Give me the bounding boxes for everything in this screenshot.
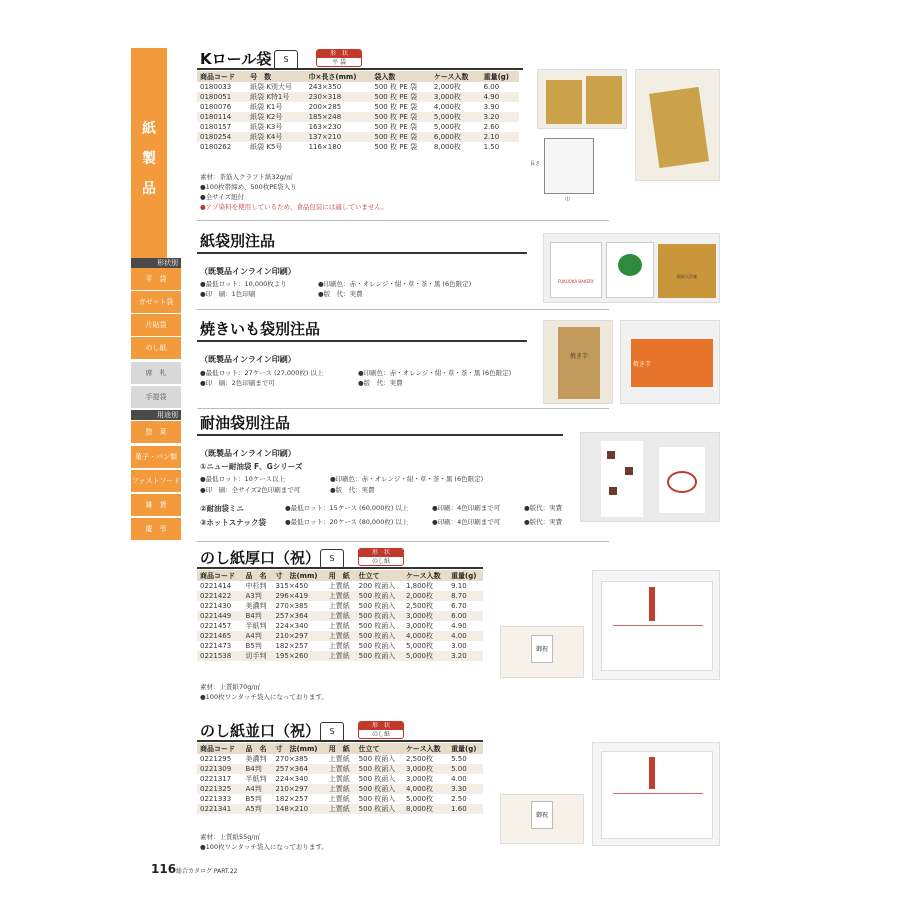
sidebar-item[interactable]: 慶 弔 <box>131 518 181 540</box>
material-note: 素材：上質紙55g/㎡ <box>200 833 261 841</box>
table-cell: 500 枚函入 <box>356 591 403 601</box>
table-row <box>197 112 519 122</box>
note: ●100枚ワンタッチ袋入になっております。 <box>200 693 328 701</box>
table-header: 寸 法(mm) <box>272 743 325 754</box>
table-row <box>197 794 483 804</box>
sidebar-item[interactable]: 惣 菜 <box>131 421 181 443</box>
badge-top: 形 状 <box>359 549 403 557</box>
spec-lot: ●最低ロット：20ケース (80,000枚) 以上 <box>285 518 409 526</box>
table-header: 重量(g) <box>481 71 519 82</box>
product-code-cell: 0180254 <box>197 132 247 142</box>
table-cell: 500 枚 PE 袋 <box>374 123 418 131</box>
table-cell: 8,000枚 <box>433 143 461 151</box>
spec-print: ●印 刷：2色印刷まで可 <box>200 379 275 387</box>
section-divider <box>197 567 483 569</box>
betsu-bags-photo <box>543 233 720 303</box>
table-cell: 8,000枚 <box>403 804 448 814</box>
table-cell: 500 枚函入 <box>356 764 403 774</box>
table-cell: 224×340 <box>275 775 309 783</box>
noshi-nami-box-photo <box>500 794 584 844</box>
table-cell: 2.50 <box>451 795 467 803</box>
product-code-cell: 0180114 <box>197 112 247 122</box>
spec-plate: ●版 代：実費 <box>318 290 363 298</box>
section-divider <box>197 68 523 70</box>
table-cell: 2.10 <box>481 132 519 142</box>
sidebar-item[interactable]: のし紙 <box>131 337 181 359</box>
table-cell: 美濃判 <box>245 602 267 610</box>
spec-lot: ●最低ロット：15ケース (60,000枚) 以上 <box>285 504 409 512</box>
table-header: 袋入数 <box>371 71 431 82</box>
noshi-atsu-box-photo <box>500 626 584 678</box>
spec-plate: ●版 代：実費 <box>358 379 403 387</box>
section-title-betsu: 紙袋別注品 <box>200 232 276 250</box>
table-cell: 紙袋 K特1号 <box>247 92 305 102</box>
sidebar-item[interactable]: 席 札 <box>131 362 181 384</box>
table-cell: 上質紙 <box>326 591 356 601</box>
table-row <box>197 651 483 661</box>
section-separator <box>197 408 609 409</box>
spec-colors: ●印刷色：赤・オレンジ・紺・草・茶・黒 (6色限定) <box>330 475 484 483</box>
catalog-title: 総合カタログ PART.22 <box>176 868 238 875</box>
sidebar-item[interactable]: 菓子・パン類 <box>131 446 181 468</box>
table-cell: 紙袋 K2号 <box>247 112 305 122</box>
badge-circle: S <box>320 549 344 569</box>
taiyu-bags-photo <box>580 432 720 522</box>
section-title-noshi-nami: のし紙並口（祝） <box>200 722 321 740</box>
table-cell: 紙袋 K3号 <box>250 123 283 131</box>
badge-bottom: 平 袋 <box>332 59 346 66</box>
table-cell: 148×210 <box>272 804 325 814</box>
product-code-cell: 0180262 <box>200 143 232 151</box>
table-cell: 紙袋 K5号 <box>250 143 283 151</box>
table-cell: 8.70 <box>448 591 483 601</box>
table-cell: 上質紙 <box>328 755 350 763</box>
category-char: 紙 <box>142 121 156 137</box>
table-cell: 3.00 <box>451 642 467 650</box>
table-cell: 4.00 <box>451 775 467 783</box>
table-header: 品 名 <box>243 743 273 754</box>
table-cell: 5.50 <box>451 755 467 763</box>
subheading: （既製品インライン印刷） <box>200 355 296 364</box>
note: ●100枚帯締め、500枚PE袋入り <box>200 183 297 191</box>
table-cell: 500 枚函入 <box>356 804 403 814</box>
table-cell: 3,000枚 <box>405 775 433 783</box>
badge-circle: S <box>274 50 298 70</box>
table-row <box>197 621 483 631</box>
table-cell: B4判 <box>243 764 273 774</box>
noshi-nami-paper-photo <box>592 742 720 846</box>
sidebar-item[interactable]: ガゼット袋 <box>131 291 181 313</box>
spec-colors: ●印刷色：赤・オレンジ・紺・草・茶・黒 (6色限定) <box>358 369 512 377</box>
table-cell: 5.00 <box>448 764 483 774</box>
table-cell: 257×364 <box>272 611 325 621</box>
table-cell: A4判 <box>243 631 273 641</box>
sidebar-item[interactable]: 平 袋 <box>131 268 181 290</box>
product-code-cell: 0221430 <box>200 602 232 610</box>
noshi-atsu-table <box>197 570 483 661</box>
table-cell: 中杉判 <box>245 582 267 590</box>
badge-bottom: のし紙 <box>371 731 390 738</box>
table-cell: 3,000枚 <box>431 92 481 102</box>
table-cell: 200 枚函入 <box>358 582 396 590</box>
table-cell: 3.90 <box>483 103 500 111</box>
spec-print: ●印刷：4色印刷まで可 <box>432 504 501 512</box>
table-cell: 6.00 <box>448 611 483 621</box>
product-code-cell: 0221414 <box>200 582 232 590</box>
table-cell: 3,000枚 <box>403 611 448 621</box>
table-header: 商品コード <box>197 570 243 581</box>
table-cell: 1.50 <box>483 143 500 151</box>
table-cell: 5,000枚 <box>431 112 481 122</box>
imo-bag-print-photo <box>620 320 720 404</box>
table-cell: 上質紙 <box>326 631 356 641</box>
table-cell: 切手判 <box>243 651 273 661</box>
subheading: （既製品インライン印刷） <box>200 449 296 458</box>
table-cell: 315×450 <box>275 582 309 590</box>
table-row <box>197 804 483 814</box>
table-cell: 224×340 <box>275 622 309 630</box>
table-cell: 4,000枚 <box>403 631 448 641</box>
spec-lot: ●最低ロット：27ケース (27,000枚) 以上 <box>200 369 324 377</box>
product-code-cell: 0221422 <box>197 591 243 601</box>
table-header: ケース入数 <box>403 743 448 754</box>
table-cell: 5,000枚 <box>405 642 433 650</box>
shape-badge <box>358 721 404 739</box>
sidebar-section-shape: 形状別 <box>131 258 181 268</box>
table-row <box>197 754 483 764</box>
table-cell: 270×385 <box>275 755 309 763</box>
table-row <box>197 601 483 611</box>
product-code-cell: 0221295 <box>200 755 232 763</box>
badge-top: 形 状 <box>359 722 403 730</box>
table-cell: 3,000枚 <box>405 622 433 630</box>
product-code-cell: 0221325 <box>197 784 243 794</box>
table-header: ケース入数 <box>403 570 448 581</box>
table-cell: 500 枚函入 <box>358 622 396 630</box>
product-code-cell: 0221309 <box>197 764 243 774</box>
table-cell: B5判 <box>245 642 262 650</box>
section-divider <box>197 434 563 436</box>
table-cell: 116×180 <box>308 143 342 151</box>
table-header: 品 名 <box>243 570 273 581</box>
spec-print: ●印 刷：全サイズ2色印刷まで可 <box>200 486 301 494</box>
kroll-table <box>197 71 519 152</box>
product-code-cell: 0221341 <box>197 804 243 814</box>
table-row <box>197 132 519 142</box>
table-cell: 210×297 <box>272 784 325 794</box>
spec-lot: ●最低ロット：10ケース以上 <box>200 475 285 483</box>
table-header: 仕立て <box>356 743 403 754</box>
table-cell: 210×297 <box>272 631 325 641</box>
table-cell: A4判 <box>243 784 273 794</box>
noshi-nami-table <box>197 743 483 814</box>
table-header: 号 数 <box>247 71 305 82</box>
box-label: 御祝 <box>531 801 553 829</box>
table-cell: 6.70 <box>451 602 467 610</box>
product-hot-snack: ③ホットスナック袋 <box>200 518 266 527</box>
badge-circle: S <box>320 722 344 742</box>
table-cell: 6,000枚 <box>431 132 481 142</box>
table-header: 用 紙 <box>326 570 356 581</box>
table-row <box>197 764 483 774</box>
product-code-cell: 0221449 <box>197 611 243 621</box>
table-header: 寸 法(mm) <box>272 570 325 581</box>
badge-top: 形 状 <box>317 50 361 58</box>
table-cell: 500 枚 PE 袋 <box>371 92 431 102</box>
spec-print: ●印 刷：1色印刷 <box>200 290 256 298</box>
table-cell: 3.20 <box>448 651 483 661</box>
category-tab <box>131 48 167 258</box>
section-title-imo: 焼きいも袋別注品 <box>200 320 321 338</box>
table-cell: 紙袋 K4号 <box>247 132 305 142</box>
table-row <box>197 784 483 794</box>
table-cell: 5,000枚 <box>433 123 461 131</box>
table-cell: 上質紙 <box>326 784 356 794</box>
table-cell: 3.20 <box>481 112 519 122</box>
table-header: 商品コード <box>197 743 243 754</box>
product-code-cell: 0180033 <box>200 83 232 91</box>
table-cell: 243×350 <box>308 83 342 91</box>
shape-badge <box>316 49 362 67</box>
table-header: 用 紙 <box>326 743 356 754</box>
bag-dimension-diagram <box>544 138 594 194</box>
table-cell: 500 枚函入 <box>358 602 396 610</box>
table-cell: 上質紙 <box>326 764 356 774</box>
table-cell: 上質紙 <box>328 622 350 630</box>
table-cell: 紙袋 K別大号 <box>250 83 292 91</box>
table-header: 仕立て <box>356 570 403 581</box>
table-cell: 137×210 <box>306 132 372 142</box>
table-cell: A5判 <box>243 804 273 814</box>
table-cell: 200×285 <box>308 103 342 111</box>
table-row <box>197 142 519 152</box>
table-cell: 9.10 <box>451 582 467 590</box>
table-cell: 3,000枚 <box>403 764 448 774</box>
table-cell: 上質紙 <box>326 651 356 661</box>
table-row <box>197 631 483 641</box>
table-row <box>197 611 483 621</box>
table-cell: 500 枚函入 <box>358 755 396 763</box>
table-cell: 6.00 <box>483 83 500 91</box>
table-cell: 2,500枚 <box>405 755 433 763</box>
photo-label: 焼き芋 <box>633 361 652 368</box>
table-cell: 182×257 <box>275 795 309 803</box>
table-cell: 4.90 <box>481 92 519 102</box>
warning-note: ●アゾ染料を使用しているため、食品包装には適していません。 <box>200 203 388 211</box>
table-row <box>197 774 483 784</box>
table-cell: 3.30 <box>448 784 483 794</box>
box-label: 御祝 <box>531 635 553 663</box>
material-note: 素材：上質紙70g/㎡ <box>200 683 261 691</box>
product-code-cell: 0180157 <box>200 123 232 131</box>
table-header: ケース入数 <box>431 71 481 82</box>
shape-badge <box>358 548 404 566</box>
table-cell: 500 枚 PE 袋 <box>371 132 431 142</box>
section-divider <box>197 340 527 342</box>
table-cell: 美濃判 <box>245 755 267 763</box>
table-row <box>197 581 483 591</box>
sidebar-section-use: 用途別 <box>131 410 181 420</box>
product-mini: ②耐油袋ミニ <box>200 504 244 513</box>
table-cell: 上質紙 <box>328 775 350 783</box>
table-cell: 182×257 <box>275 642 309 650</box>
table-cell: 230×318 <box>306 92 372 102</box>
note: ●全サイズ紐付 <box>200 193 245 201</box>
table-cell: 500 枚函入 <box>358 775 396 783</box>
spec-print: ●印刷：4色印刷まで可 <box>432 518 501 526</box>
section-divider <box>197 252 527 254</box>
table-cell: B5判 <box>245 795 262 803</box>
sidebar-item[interactable]: 手提袋 <box>131 386 181 408</box>
table-cell: 半紙判 <box>245 622 267 630</box>
kraft-bags-photo <box>537 69 627 129</box>
section-separator <box>197 541 609 542</box>
spec-lot: ●最低ロット：10,000枚より <box>200 280 287 288</box>
table-cell: 上質紙 <box>328 582 350 590</box>
subheading: （既製品インライン印刷） <box>200 267 296 276</box>
photo-label: FUKUOKA BAKERY <box>558 279 594 284</box>
sidebar-item[interactable]: 雑 貨 <box>131 494 181 516</box>
table-row <box>197 591 483 601</box>
table-cell: 195×260 <box>272 651 325 661</box>
table-cell: 185×248 <box>306 112 372 122</box>
table-cell: 270×385 <box>275 602 309 610</box>
table-cell: 2.60 <box>483 123 500 131</box>
section-title-noshi-atsu: のし紙厚口（祝） <box>200 549 321 567</box>
table-cell: 500 枚 PE 袋 <box>374 83 418 91</box>
kraft-bag-closeup-photo <box>635 69 720 181</box>
table-cell: 500 枚 PE 袋 <box>374 143 418 151</box>
spec-colors: ●印刷色：赤・オレンジ・紺・草・茶・黒 (6色限定) <box>318 280 472 288</box>
table-cell: 500 枚函入 <box>358 642 396 650</box>
sidebar-item[interactable]: ファストフード <box>131 470 181 492</box>
diagram-width-label: 巾 <box>565 197 571 203</box>
table-header: 巾×長さ(mm) <box>306 71 372 82</box>
table-cell: 500 枚函入 <box>356 784 403 794</box>
table-cell: 257×364 <box>272 764 325 774</box>
noshi-atsu-paper-photo <box>592 570 720 680</box>
page-number: 116 <box>151 862 177 876</box>
table-cell: 4,000枚 <box>433 103 461 111</box>
product-code-cell: 0221538 <box>197 651 243 661</box>
table-cell: 296×419 <box>272 591 325 601</box>
table-cell: A3判 <box>243 591 273 601</box>
photo-label: 焼き芋 <box>569 353 588 360</box>
table-cell: 4.00 <box>448 631 483 641</box>
material-note: 素材：茶筋入クラフト紙32g/㎡ <box>200 173 293 181</box>
section-title-taiyu: 耐油袋別注品 <box>200 414 291 432</box>
table-header: 商品コード <box>197 71 247 82</box>
table-row <box>197 641 483 651</box>
table-cell: 2,500枚 <box>405 602 433 610</box>
category-char: 製 <box>142 151 156 167</box>
spec-plate: ●版代：実費 <box>524 504 563 512</box>
diagram-height-label: 長さ <box>530 161 541 167</box>
table-cell: 上質紙 <box>326 611 356 621</box>
table-row <box>197 82 519 92</box>
table-cell: 4.90 <box>451 622 467 630</box>
product-code-cell: 0221473 <box>200 642 232 650</box>
sidebar-item[interactable]: 片貼袋 <box>131 314 181 336</box>
table-cell: 2,000枚 <box>433 83 461 91</box>
table-cell: 半紙判 <box>245 775 267 783</box>
product-code-cell: 0180051 <box>197 92 247 102</box>
table-cell: 4,000枚 <box>403 784 448 794</box>
product-code-cell: 0221465 <box>197 631 243 641</box>
table-cell: 1,800枚 <box>405 582 433 590</box>
table-cell: 5,000枚 <box>403 651 448 661</box>
table-cell: 500 枚函入 <box>356 631 403 641</box>
imo-bag-photo <box>543 320 613 404</box>
section-divider <box>197 740 483 742</box>
product-code-cell: 0221457 <box>200 622 232 630</box>
table-cell: 1.60 <box>448 804 483 814</box>
table-cell: 2,000枚 <box>403 591 448 601</box>
table-cell: 上質紙 <box>326 804 356 814</box>
product-series: ①ニュー耐油袋 F、Gシリーズ <box>200 462 303 471</box>
product-code-cell: 0221317 <box>200 775 232 783</box>
table-cell: 163×230 <box>308 123 342 131</box>
section-separator <box>197 309 609 310</box>
table-cell: 5,000枚 <box>405 795 433 803</box>
table-cell: 500 枚函入 <box>358 795 396 803</box>
product-code-cell: 0221333 <box>200 795 232 803</box>
table-header: 重量(g) <box>448 743 483 754</box>
table-row <box>197 102 519 112</box>
table-cell: 上質紙 <box>328 795 350 803</box>
spec-plate: ●版 代：実費 <box>330 486 375 494</box>
table-cell: 500 枚 PE 袋 <box>374 103 418 111</box>
table-cell: 500 枚函入 <box>356 651 403 661</box>
table-cell: 紙袋 K1号 <box>250 103 283 111</box>
section-separator <box>197 220 609 221</box>
table-cell: 500 枚函入 <box>356 611 403 621</box>
badge-bottom: のし紙 <box>371 558 390 565</box>
product-code-cell: 0180076 <box>200 103 232 111</box>
table-header: 重量(g) <box>448 570 483 581</box>
table-cell: 500 枚 PE 袋 <box>371 112 431 122</box>
table-row <box>197 92 519 102</box>
section-title-kroll: Kロール袋 <box>200 50 272 68</box>
table-cell: 上質紙 <box>328 642 350 650</box>
table-row <box>197 122 519 132</box>
table-cell: B4判 <box>243 611 273 621</box>
category-char: 品 <box>142 181 156 197</box>
spec-plate: ●版代：実費 <box>524 518 563 526</box>
note: ●100枚ワンタッチ袋入になっております。 <box>200 843 328 851</box>
table-cell: 上質紙 <box>328 602 350 610</box>
photo-label: 精屋天浜庵 <box>677 274 697 279</box>
